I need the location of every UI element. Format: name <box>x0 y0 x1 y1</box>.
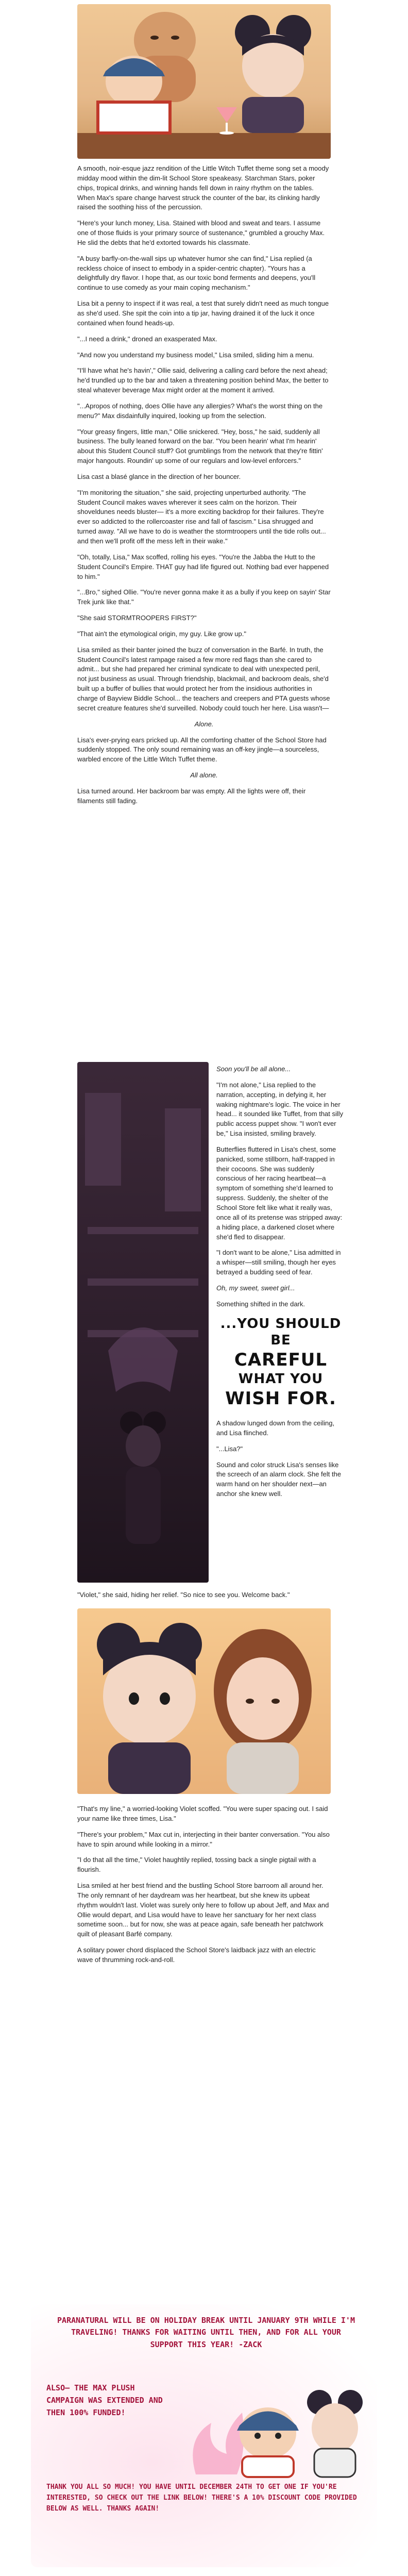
warning-line-3: WHAT YOU <box>238 1371 324 1387</box>
prose-paragraph: "She said STORMTROOPERS FIRST?" <box>77 614 197 622</box>
bottom-panel-illustration <box>77 1608 331 1794</box>
prose-paragraph: Lisa's ever-prying ears pricked up. All the comforting chatter of the School Store had suddenly stopped. The only sound remaining was an off-key jingle—a sourceless, warbled encore of the Little Witch Tuffet theme. <box>77 736 327 763</box>
plush-illustration <box>180 2376 366 2480</box>
violet-character <box>97 1623 202 1794</box>
max-plush-character <box>237 2407 299 2477</box>
warning-lettering <box>216 1316 345 1410</box>
side-prose-section <box>216 1065 345 1505</box>
prose-paragraph: "That's my line," a worried-looking Violet scoffed. "You were super spacing out. I said your name like three times, Lisa." <box>77 1805 328 1822</box>
cocktail-glass-icon <box>216 107 237 135</box>
prose-paragraph: "Here's your lunch money, Lisa. Stained with blood and sweat and tears. I assume one of those fluids is your primary source of sustenance," grumbled a grouchy Max. He slid the debts that he'd extorted towards his classmate. <box>77 219 325 246</box>
pink-flame-icon <box>193 2413 244 2474</box>
holiday-break-note: PARANATURAL WILL BE ON HOLIDAY BREAK UNTIL JANUARY 9TH WHILE I'M TRAVELING! THANKS FOR WAITING UNTIL THEN, AND FOR ALL YOUR SUPPORT THIS YEAR! -ZACK <box>57 2316 355 2349</box>
prose-paragraph: "...I need a drink," droned an exasperated Max. <box>77 335 217 343</box>
prose-paragraph: Lisa smiled at her best friend and the bustling School Store barroom all around her. The only remnant of her daydream was her heartbeat, but she knew its upbeat rhythm wouldn't last. Violet was surely only here to follow up about Jeff, and Max and Ollie would depart, and Lisa would have to leave her sanctuary for her next class sometime soon... but for now, she was at peace again, safe beneath her patchwork quilt of pleasant Barfé company. <box>77 1882 329 1938</box>
dark-school-store-panel <box>77 1062 209 1583</box>
prose-paragraph: "Oh, totally, Lisa," Max scoffed, rolling his eyes. "You're the Jabba the Hutt to the Student Council's Empire. THAT guy had life figured out. Nothing bad ever happened to him." <box>77 553 329 580</box>
shelf-silhouettes <box>85 1093 201 1337</box>
prose-paragraph: "There's your problem," Max cut in, interjecting in their banter conversation. "You also have to spin around while looking in a mirror." <box>77 1830 330 1848</box>
prose-paragraph: "...Lisa?" <box>216 1444 243 1453</box>
top-comic-panel <box>77 4 331 159</box>
prose-paragraph: A smooth, noir-esque jazz rendition of the Little Witch Tuffet theme song set a moody midday mood within the dim-lit School Store speakeasy. Starchman Stars, poker chips, tropical drinks, and winning hands fell down in rainy rhythm on the tables. When Max's spare change harvest struck the counter of the bar, its clinking hardly raised the soothing hiss of the percussion. <box>77 164 329 211</box>
prose-paragraph: A solitary power chord displaced the School Store's laidback jazz with an electric wave of thrumming rock-and-roll. <box>77 1946 316 1964</box>
story-prose-section-4 <box>77 1804 331 1971</box>
alone-line: Alone. <box>194 720 214 728</box>
prose-paragraph: "I'm monitoring the situation," she said, projecting unperturbed authority. "The Student Council makes waves wherever it sees calm on the horizon. Their shoveldunes needs bluster— it's a more exciting backdrop for their failures. They're ever so addicted to the rollercoaster rise and fall of fascism." Lisa shrugged and turned away. "All we have to do is weather the stormtroopers until the tide rolls out... and then we'll profit off the mess left in their wake." <box>77 488 326 545</box>
story-prose-section-1 <box>77 164 331 812</box>
prose-paragraph: "...Apropos of nothing, does Ollie have any allergies? What's the worst thing on the menu?" Max disdainfully inquired, looking up from the selection. <box>77 402 323 420</box>
prose-paragraph: A shadow lunged down from the ceiling, and Lisa flinched. <box>216 1419 335 1437</box>
plush-campaign-note: ALSO— THE MAX PLUSH CAMPAIGN WAS EXTENDED AND THEN 100% FUNDED! <box>46 2383 163 2417</box>
prose-paragraph: "That ain't the etymological origin, my guy. Like grow up." <box>77 629 246 638</box>
prose-paragraph: "And now you understand my business model," Lisa smiled, sliding him a menu. <box>77 351 314 359</box>
prose-paragraph: Something shifted in the dark. <box>216 1300 305 1308</box>
warning-line-1: ...YOU SHOULD BE <box>220 1316 342 1349</box>
all-alone-line: All alone. <box>190 771 218 779</box>
prose-paragraph: Lisa bit a penny to inspect if it was real, a test that surely didn't need as much tongue as she'd used. She spit the coin into a tip jar, having drained it of the luck it once contained when found heads-up. <box>77 300 329 327</box>
lisa-character <box>214 1629 312 1794</box>
prose-paragraph: "Violet," she said, hiding her relief. "So nice to see you. Welcome back." <box>77 1591 290 1599</box>
bar-counter <box>77 133 331 159</box>
top-panel-illustration <box>77 4 331 159</box>
narration-line: Soon you'll be all alone... <box>216 1065 291 1073</box>
prose-paragraph: Butterflies fluttered in Lisa's chest, some panicked, some stillborn, half-trapped in their cocoons. She was suddenly conscious of her racing heartbeat—a symptom of something she'd learned to suppress. Suddenly, the shelter of the School Store felt like what it really was, once all of its pretense was stripped away: a hiding place, a darkened closet where she'd fled to disappear. <box>216 1145 343 1241</box>
author-note-panel <box>31 2304 377 2567</box>
prose-paragraph: Sound and color struck Lisa's senses like the screech of an alarm clock. She felt the warm hand on her shoulder next—an anchor she knew well. <box>216 1460 342 1498</box>
prose-paragraph: "Your greasy fingers, little man," Ollie snickered. "Hey, boss," he said, suddenly all business. The bully leaned forward on the bar. "You been hearin' what I'm hearin' about this Student Council stuff? Got grumblings from the network that they're fittin' major hangouts. Roundin' up some of our regulars and low-level enforcers." <box>77 427 323 465</box>
dark-panel-illustration <box>77 1062 209 1583</box>
narration-line: Oh, my sweet, sweet girl... <box>216 1284 295 1292</box>
prose-paragraph: Lisa smiled as their banter joined the buzz of conversation in the Barfé. In truth, the Student Council's latest rampage raised a few more red flags than she cared to admit... but she had prepared her criminal syndicate to deal with unexpected peril, not just business as usual. Through friendship, blackmail, and backroom deals, she'd built up a buffer of bullies that would protect her from the insidious authorities in charge of Bayview Biddle School... the teachers and creepers and PTA guests whose secret creature features she'd surveilled. Nobody could touch her here. Lisa wasn't— <box>77 645 330 712</box>
prose-paragraph: "A busy barfly-on-the-wall sips up whatever humor she can find," Lisa replied (a reckless choice of insect to embody in a spider-centric chapter). "Yours has a delightfully dry flavor. I hope that, as our toxic bond ferments and deepens, you'll continue to use comedy as your main coping mechanism." <box>77 254 316 292</box>
violet-lisa-panel <box>77 1608 331 1794</box>
warning-line-2: CAREFUL <box>234 1349 328 1370</box>
thank-you-note: THANK YOU ALL SO MUCH! YOU HAVE UNTIL DECEMBER 24TH TO GET ONE IF YOU'RE INTERESTED, SO CHECK OUT THE LINK BELOW! THERE'S A 10% DISCOUNT CODE PROVIDED BELOW AS WELL. THANKS AGAIN! <box>46 2483 357 2513</box>
prose-paragraph: "I'm not alone," Lisa replied to the narration, accepting, in defying it, her waking nightmare's logic. The voice in her head... it sounded like Tuffet, from that silly public access puppet show. "I won't ever be," Lisa insisted, smiling bravely. <box>216 1081 344 1138</box>
prose-paragraph: "I do that all the time," Violet haughtily replied, tossing back a single pigtail with a flourish. <box>77 1856 316 1874</box>
prose-paragraph: "I don't want to be alone," Lisa admitted in a whisper—still smiling, though her eyes betrayed a budding seed of fear. <box>216 1249 341 1276</box>
prose-paragraph: "I'll have what he's havin'," Ollie said, delivering a calling card before the next ahead; he'd trundled up to the bar and taken a threatening position behind Max, the better to steal whatever beverage Max might order at the moment it arrived. <box>77 367 329 394</box>
lisa-plush-character <box>307 2390 363 2477</box>
lisa-silhouette <box>120 1411 166 1544</box>
story-prose-section-3 <box>77 1590 331 1606</box>
prose-paragraph: Lisa cast a blasé glance in the direction of her bouncer. <box>77 472 241 480</box>
prose-paragraph: "...Bro," sighed Ollie. "You're never gonna make it as a bully if you keep on sayin' Star Trek junk like that." <box>77 588 331 606</box>
dark-haired-girl-character <box>235 15 311 133</box>
prose-paragraph: Lisa turned around. Her backroom bar was empty. All the lights were off, their filaments still fading. <box>77 787 306 805</box>
warning-line-4: WISH FOR. <box>225 1388 336 1409</box>
